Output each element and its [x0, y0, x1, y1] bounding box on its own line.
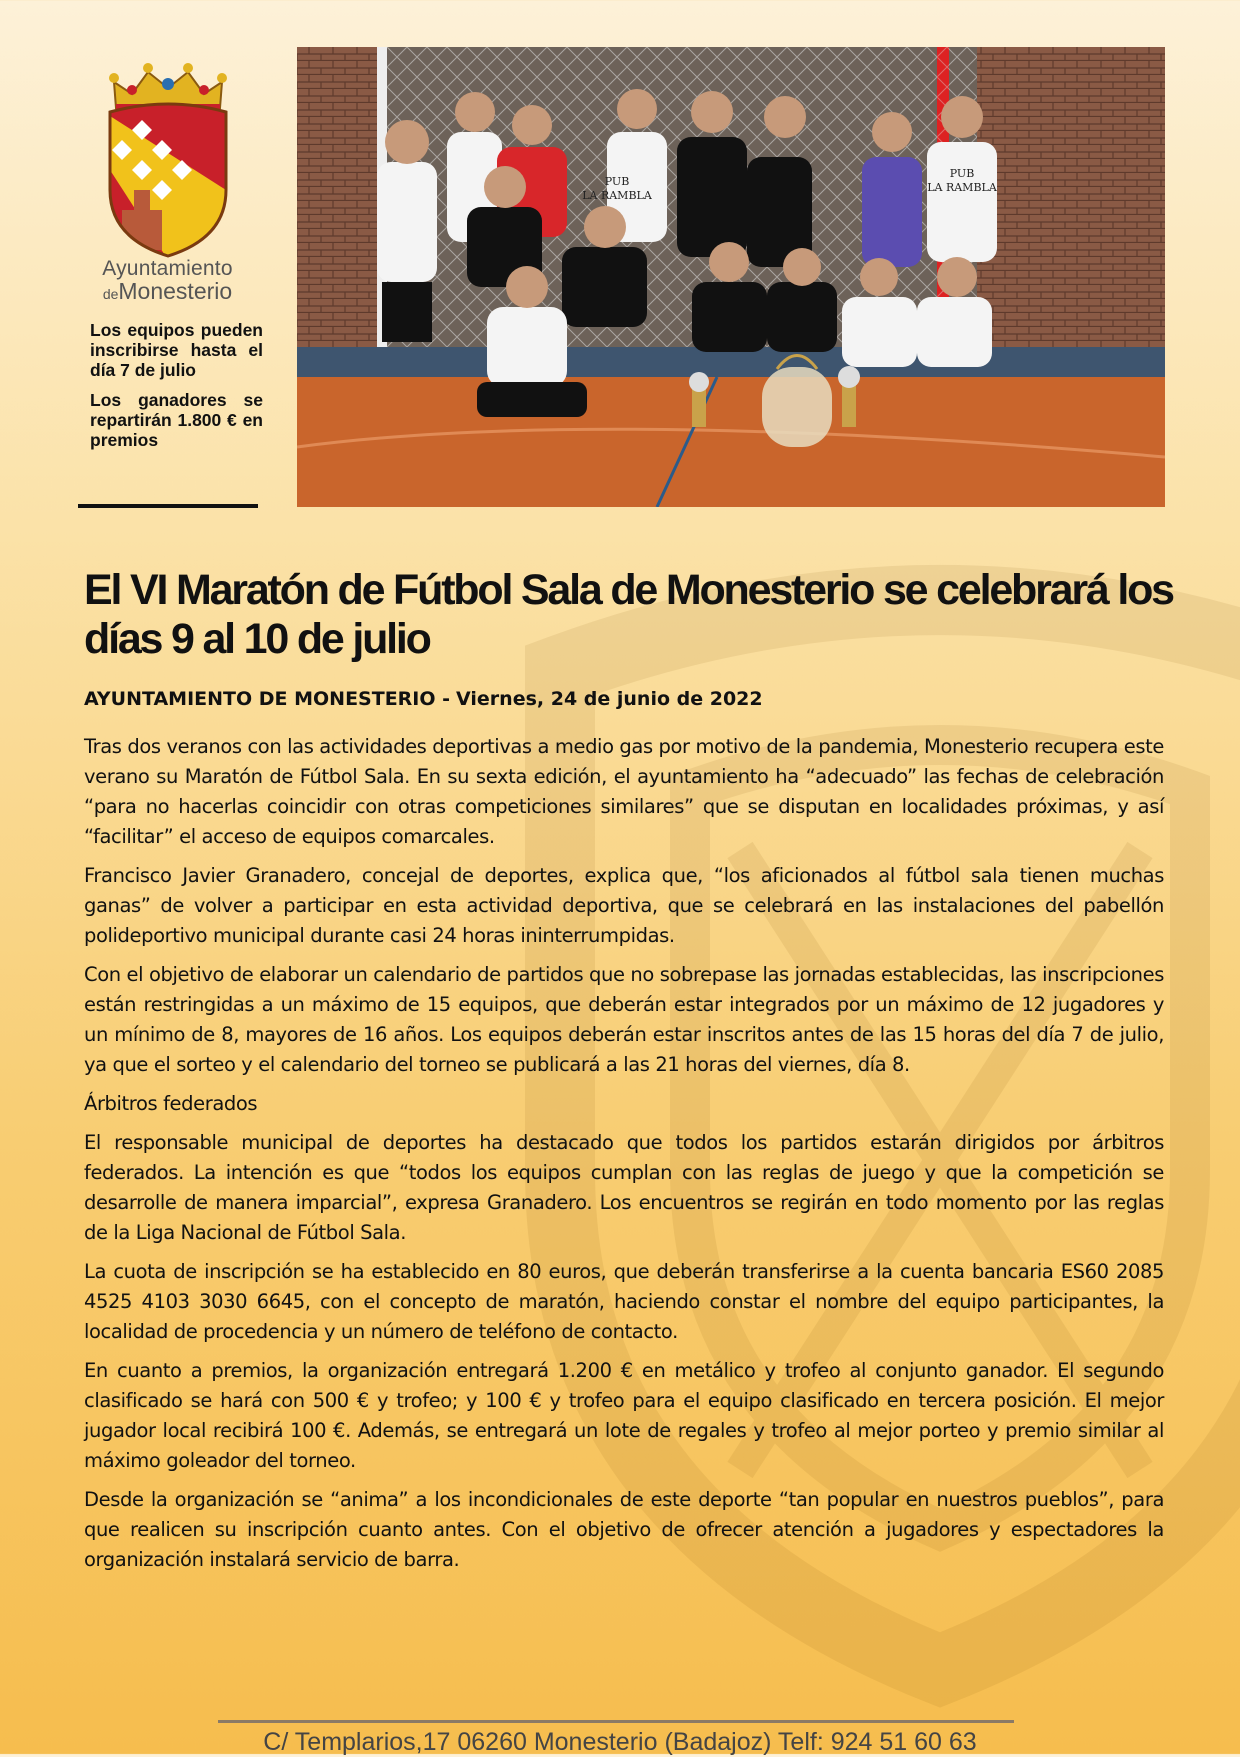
logo-wordmark — [70, 258, 265, 303]
sidebar-divider — [78, 504, 258, 508]
logo-line-2-prefix: de — [102, 286, 119, 302]
sidebar-highlight: Los equipos pueden inscribirse hasta el día 7 de julio — [90, 320, 263, 380]
article-paragraph: Con el objetivo de elaborar un calendario de partidos que no sobrepase las jornadas establecidas, las inscripciones están restringidas a un máximo de 15 equipos, que deberán estar integrados por un máximo de 12 jugadores y un mínimo de 8, mayores de 16 años. Los equipos deberán estar inscritos antes de las 15 horas del día 7 de julio, ya que el sorteo y el calendario del torneo se publicará a las 21 horas del viernes, día 8. — [84, 963, 1164, 1076]
team-photo — [297, 47, 1165, 507]
footer-address: C/ Templarios,17 06260 Monesterio (Badajoz) Telf: 924 51 60 63 — [263, 1728, 977, 1756]
article-paragraph: En cuanto a premios, la organización entregará 1.200 € en metálico y trofeo al conjunto ganador. El segundo clasificado se hará con 500 € y trofeo; y 100 € y trofeo para el equipo clasificado en tercera posición. El mejor jugador local recibirá 100 €. Además, se entregará un lote de regales y trofeo al mejor porteo y premio similar al máximo goleador del torneo. — [84, 1359, 1164, 1472]
article-headline: El VI Maratón de Fútbol Sala de Monesterio se celebrará los días 9 al 10 de julio — [84, 566, 1173, 663]
sidebar-highlight: Los ganadores se repartirán 1.800 € en premios — [90, 390, 263, 450]
article-paragraph: Desde la organización se “anima” a los incondicionales de este deporte “tan popular en nuestros pueblos”, para que realicen su inscripción cuanto antes. Con el objetivo de ofrecer atención a jugadores y espectadores la organización instalará servicio de barra. — [84, 1488, 1164, 1571]
article-byline — [84, 688, 763, 710]
article-paragraph: Tras dos veranos con las actividades deportivas a medio gas por motivo de la pandemia, Monesterio recupera este verano su Maratón de Fútbol Sala. En su sexta edición, el ayuntamiento ha “adecuado” las fechas de celebración “para no hacerlas coincidir con otras competiciones similares” que se disputan en localidades próximas, y así “facilitar” el acceso de equipos comarcales. — [84, 735, 1164, 848]
team-photo-illustration — [297, 47, 1165, 507]
logo-line-2-main: Monesterio — [118, 278, 233, 304]
footer-divider — [218, 1720, 1014, 1723]
logo-line-1: Ayuntamiento — [102, 257, 233, 280]
shirt-text-right-1: PUB — [949, 167, 975, 180]
article-subheading: Árbitros federados — [84, 1092, 258, 1115]
byline-date: Viernes, 24 de junio de 2022 — [456, 688, 763, 710]
monesterio-crest-logo — [98, 60, 238, 260]
shirt-text-left-1: PUB — [604, 175, 630, 188]
article-paragraph: El responsable municipal de deportes ha destacado que todos los partidos estarán dirigidos por árbitros federados. La intención es que “todos los equipos cumplan con las reglas de juego y que la competición se desarrolle de manera imparcial”, expresa Granadero. Los encuentros se regirán en todo momento por las reglas de la Liga Nacional de Fútbol Sala. — [84, 1131, 1164, 1244]
shirt-text-right-2: LA RAMBLA — [927, 181, 997, 194]
sidebar-highlights — [90, 320, 263, 460]
shirt-text-left-2: LA RAMBLA — [582, 189, 652, 202]
article-paragraph: La cuota de inscripción se ha establecido en 80 euros, que deberán transferirse a la cuenta bancaria ES60 2085 4525 4103 3030 6645, con el concepto de maratón, haciendo constar el nombre del equipo participantes, la localidad de procedencia y un número de teléfono de contacto. — [84, 1260, 1164, 1343]
article-body — [84, 732, 1164, 1584]
article-paragraph: Francisco Javier Granadero, concejal de deportes, explica que, “los aficionados al fútbol sala tienen muchas ganas” de volver a participar en esta actividad deportiva, que se celebrará en las instalaciones del pabellón polideportivo municipal durante casi 24 horas ininterrumpidas. — [84, 864, 1164, 947]
byline-source: AYUNTAMIENTO DE MONESTERIO - — [84, 688, 451, 710]
logo-line-2 — [70, 280, 265, 303]
